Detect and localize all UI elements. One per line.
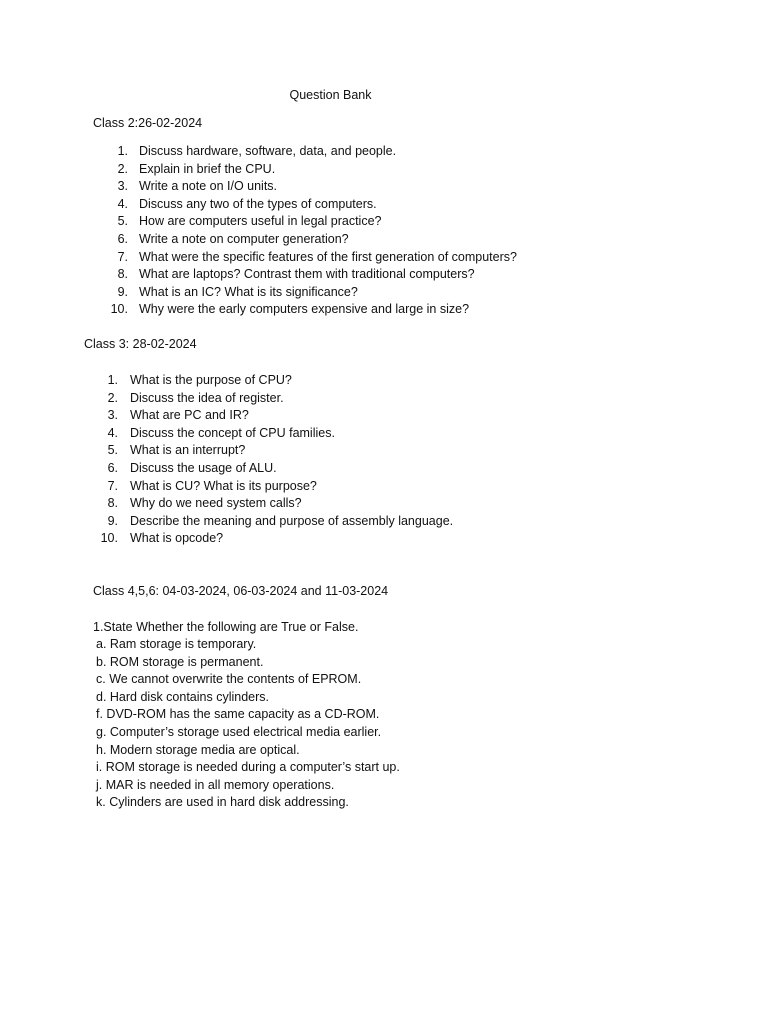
question-text: What are laptops? Contrast them with traditional computers? bbox=[139, 267, 475, 282]
question-number: 7. bbox=[107, 478, 118, 493]
question-number: 4. bbox=[117, 196, 128, 211]
question-number: 9. bbox=[107, 513, 118, 528]
question-text: Write a note on computer generation? bbox=[139, 231, 349, 246]
class3-heading: Class 3: 28-02-2024 bbox=[84, 337, 197, 351]
true-false-instruction: 1.State Whether the following are True or False. bbox=[93, 620, 359, 634]
question-number: 6. bbox=[107, 460, 118, 475]
question-number: 5. bbox=[117, 214, 128, 229]
question-text: Discuss hardware, software, data, and people. bbox=[139, 144, 397, 158]
question-number: 3. bbox=[107, 408, 118, 423]
question-number: 1. bbox=[107, 373, 118, 387]
question-text: What is an interrupt? bbox=[130, 443, 246, 458]
question-text: Discuss the usage of ALU. bbox=[130, 460, 277, 475]
question-number: 3. bbox=[117, 179, 128, 194]
question-number: 2. bbox=[117, 161, 128, 176]
question-text: What is opcode? bbox=[130, 531, 224, 546]
question-number: 7. bbox=[117, 249, 128, 264]
question-text: Discuss any two of the types of computers. bbox=[139, 196, 377, 211]
class2-heading: Class 2:26-02-2024 bbox=[93, 116, 203, 130]
question-text: Discuss the concept of CPU families. bbox=[130, 425, 335, 440]
true-false-statement: h. Modern storage media are optical. bbox=[96, 742, 300, 757]
true-false-statement: f. DVD-ROM has the same capacity as a CD-ROM. bbox=[96, 707, 380, 722]
document-title: Question Bank bbox=[289, 88, 372, 102]
true-false-statement: j. MAR is needed in all memory operations. bbox=[96, 777, 335, 792]
true-false-statement: b. ROM storage is permanent. bbox=[96, 654, 264, 669]
true-false-statement: a. Ram storage is temporary. bbox=[96, 637, 257, 651]
question-text: How are computers useful in legal practice? bbox=[139, 214, 382, 229]
question-text: What are PC and IR? bbox=[130, 408, 249, 423]
question-text: What is the purpose of CPU? bbox=[130, 373, 292, 387]
true-false-statement: d. Hard disk contains cylinders. bbox=[96, 689, 269, 704]
question-number: 10. bbox=[100, 531, 118, 546]
true-false-statement-list bbox=[96, 638, 400, 814]
question-number: 9. bbox=[117, 284, 128, 299]
question-text: Why do we need system calls? bbox=[130, 496, 302, 511]
question-text: What were the specific features of the first generation of computers? bbox=[139, 249, 517, 264]
question-text: Write a note on I/O units. bbox=[139, 179, 278, 194]
question-number: 6. bbox=[117, 231, 128, 246]
true-false-statement: k. Cylinders are used in hard disk addressing. bbox=[96, 795, 349, 810]
true-false-statement: c. We cannot overwrite the contents of EPROM. bbox=[96, 672, 362, 687]
true-false-statement: i. ROM storage is needed during a computer’s start up. bbox=[96, 760, 400, 775]
question-text: Why were the early computers expensive and large in size? bbox=[139, 302, 470, 317]
question-number: 8. bbox=[117, 267, 128, 282]
question-text: Explain in brief the CPU. bbox=[139, 161, 276, 176]
question-number: 8. bbox=[107, 496, 118, 511]
question-text: What is an IC? What is its significance? bbox=[139, 284, 358, 299]
true-false-statement: g. Computer’s storage used electrical media earlier. bbox=[96, 724, 382, 739]
question-text: Describe the meaning and purpose of assembly language. bbox=[130, 513, 454, 528]
class456-heading: Class 4,5,6: 04-03-2024, 06-03-2024 and 11-03-2024 bbox=[93, 584, 389, 598]
question-text: What is CU? What is its purpose? bbox=[130, 478, 317, 493]
question-number: 10. bbox=[110, 302, 128, 317]
question-number: 5. bbox=[107, 443, 118, 458]
question-text: Discuss the idea of register. bbox=[130, 390, 284, 405]
question-number: 4. bbox=[107, 425, 118, 440]
question-number: 1. bbox=[117, 144, 128, 158]
question-number: 2. bbox=[107, 390, 118, 405]
